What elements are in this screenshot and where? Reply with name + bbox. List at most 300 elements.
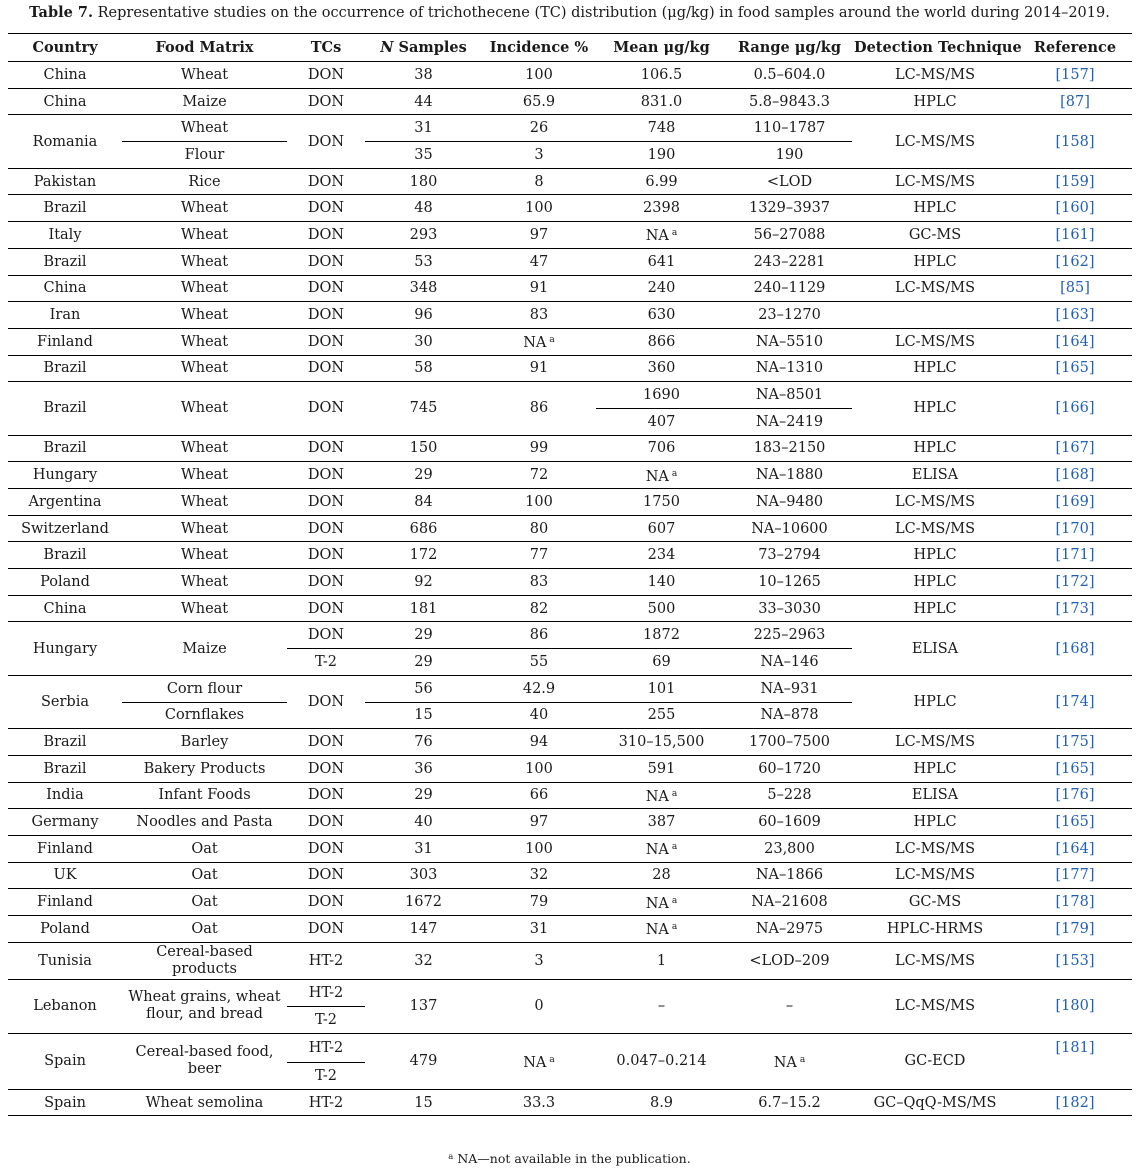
- cell-tcs: DON: [287, 248, 365, 275]
- cell-food-matrix: Wheat: [122, 569, 287, 596]
- cell-detection: HPLC-HRMS: [852, 916, 1018, 943]
- cell-n-samples: 48: [365, 195, 482, 222]
- cell-reference[interactable]: [1018, 1062, 1132, 1089]
- cell-range: 5.8–9843.3: [727, 88, 852, 115]
- cell-mean: NA $^a$: [596, 222, 727, 249]
- cell-detection: HPLC: [852, 675, 1018, 728]
- cell-reference[interactable]: [181]: [1018, 1033, 1132, 1062]
- caption-text: Representative studies on the occurrence of trichothecene (TC) distribution (μg/kg) in food samples around the world during 2014–2019.: [97, 5, 1110, 21]
- table-row: [8, 595, 1132, 622]
- cell-detection: HPLC: [852, 809, 1018, 836]
- caption-label: Table 7.: [29, 4, 93, 21]
- cell-reference[interactable]: [168]: [1018, 622, 1132, 675]
- table-row: [8, 382, 1132, 409]
- table-row: [8, 168, 1132, 195]
- cell-country: Brazil: [8, 435, 122, 462]
- cell-incidence: 79: [482, 889, 596, 916]
- cell-reference[interactable]: [174]: [1018, 675, 1132, 728]
- cell-range: NA–1310: [727, 355, 852, 382]
- cell-incidence: 100: [482, 835, 596, 862]
- cell-mean: 190: [647, 146, 676, 163]
- cell-country: UK: [8, 862, 122, 889]
- cell-mean: 630: [596, 302, 727, 329]
- cell-range: 110–1787: [727, 115, 852, 142]
- cell-incidence: 100: [482, 62, 596, 89]
- cell-range: 1700–7500: [727, 729, 852, 756]
- cell-country: Brazil: [8, 382, 122, 435]
- cell-mean: 69: [652, 653, 671, 670]
- cell-n-samples: 31: [365, 835, 482, 862]
- cell-incidence: 26: [482, 115, 596, 142]
- cell-country: Brazil: [8, 542, 122, 569]
- cell-range: 23,800: [727, 835, 852, 862]
- cell-detection: LC-MS/MS: [852, 328, 1018, 355]
- cell-detection: LC-MS/MS: [852, 489, 1018, 516]
- cell-detection: HPLC: [852, 88, 1018, 115]
- cell-detection: LC-MS/MS: [852, 168, 1018, 195]
- cell-mean: –: [596, 979, 727, 1033]
- cell-reference[interactable]: [178]: [1018, 889, 1132, 916]
- table-row: [8, 355, 1132, 382]
- cell-mean: 1690: [596, 382, 727, 409]
- cell-detection: [852, 302, 1018, 329]
- cell-mean: 0.047–0.214: [596, 1033, 727, 1089]
- cell-n-samples: 44: [365, 88, 482, 115]
- cell-reference[interactable]: [153]: [1018, 942, 1132, 979]
- cell-country: Hungary: [8, 622, 122, 675]
- cell-incidence: 94: [482, 729, 596, 756]
- table-row: [8, 1033, 1132, 1062]
- cell-incidence: 97: [482, 809, 596, 836]
- cell-reference[interactable]: [177]: [1018, 862, 1132, 889]
- cell-mean: 706: [596, 435, 727, 462]
- cell-range: 33–3030: [727, 595, 852, 622]
- cell-incidence: 65.9: [482, 88, 596, 115]
- cell-tcs: DON: [287, 355, 365, 382]
- cell-reference[interactable]: [166]: [1018, 382, 1132, 435]
- cell-reference[interactable]: [169]: [1018, 489, 1132, 516]
- cell-tcs: DON: [287, 88, 365, 115]
- cell-food-matrix: Wheat: [122, 382, 287, 435]
- cell-country: Brazil: [8, 355, 122, 382]
- cell-food-matrix: Wheat: [122, 489, 287, 516]
- cell-range: NA–5510: [727, 328, 852, 355]
- cell-mean: 607: [596, 515, 727, 542]
- cell-food-matrix: Cornflakes: [164, 707, 245, 724]
- cell-food-matrix: Oat: [122, 835, 287, 862]
- cell-reference[interactable]: [179]: [1018, 916, 1132, 943]
- table-row: [8, 622, 1132, 649]
- cell-range: 225–2963: [727, 622, 852, 649]
- cell-tcs: HT-2: [287, 942, 365, 979]
- cell-incidence: 32: [482, 862, 596, 889]
- cell-mean: 500: [596, 595, 727, 622]
- cell-n-samples: 180: [365, 168, 482, 195]
- cell-n-samples: 348: [365, 275, 482, 302]
- cell-n-samples: 29: [365, 462, 482, 489]
- cell-n-samples: 745: [365, 382, 482, 435]
- cell-range: NA–2419: [755, 413, 824, 430]
- footnote-marker: a: [671, 842, 678, 853]
- cell-n-samples: 58: [365, 355, 482, 382]
- cell-country: Brazil: [8, 729, 122, 756]
- cell-range: NA–21608: [727, 889, 852, 916]
- cell-mean: 6.99: [596, 168, 727, 195]
- cell-n-samples: 84: [365, 489, 482, 516]
- cell-mean: NA $^a$: [596, 916, 727, 943]
- footnote-text: NA—not available in the publication.: [457, 1151, 691, 1166]
- cell-country: Spain: [8, 1089, 122, 1116]
- cell-reference[interactable]: [160]: [1018, 195, 1132, 222]
- cell-n-samples: 29: [365, 622, 482, 649]
- cell-tcs: DON: [287, 542, 365, 569]
- header-row: [8, 34, 1132, 62]
- cell-country: India: [8, 782, 122, 809]
- col-header-tcs: TCs: [287, 34, 365, 62]
- cell-reference[interactable]: [175]: [1018, 729, 1132, 756]
- cell-n-samples: 35: [414, 146, 433, 163]
- cell-range: 5–228: [727, 782, 852, 809]
- cell-reference[interactable]: [182]: [1018, 1089, 1132, 1116]
- cell-n-samples: 38: [365, 62, 482, 89]
- cell-mean: 591: [596, 755, 727, 782]
- cell-mean: 234: [596, 542, 727, 569]
- cell-tcs: DON: [287, 755, 365, 782]
- cell-food-matrix: Wheat: [122, 115, 287, 142]
- cell-mean: 360: [596, 355, 727, 382]
- cell-n-samples: 172: [365, 542, 482, 569]
- cell-tcs: T-2: [315, 1011, 337, 1028]
- cell-reference[interactable]: [163]: [1018, 302, 1132, 329]
- cell-range: NA–146: [760, 653, 819, 670]
- cell-food-matrix: Wheat semolina: [122, 1089, 287, 1116]
- cell-reference[interactable]: [171]: [1018, 542, 1132, 569]
- cell-tcs: DON: [287, 729, 365, 756]
- cell-food-matrix: Bakery Products: [122, 755, 287, 782]
- footnote-marker: a: [671, 468, 678, 479]
- table-row: [8, 115, 1132, 142]
- cell-country: Brazil: [8, 755, 122, 782]
- cell-country: Germany: [8, 809, 122, 836]
- data-table: [8, 33, 1132, 1116]
- cell-tcs: HT-2: [287, 1089, 365, 1116]
- table-row: [8, 515, 1132, 542]
- cell-food-matrix: Wheat: [122, 275, 287, 302]
- cell-tcs: DON: [287, 569, 365, 596]
- cell-n-samples: 293: [365, 222, 482, 249]
- cell-detection: GC-ECD: [852, 1033, 1018, 1089]
- cell-reference[interactable]: [158]: [1018, 115, 1132, 168]
- cell-incidence: 82: [482, 595, 596, 622]
- cell-range: NA–8501: [727, 382, 852, 409]
- cell-detection: LC-MS/MS: [852, 862, 1018, 889]
- cell-n-samples: 15: [365, 1089, 482, 1116]
- table-row: [8, 462, 1132, 489]
- cell-tcs: DON: [287, 889, 365, 916]
- cell-reference[interactable]: [167]: [1018, 435, 1132, 462]
- cell-range: NA–931: [727, 675, 852, 702]
- cell-tcs: DON: [287, 515, 365, 542]
- table-row: [8, 302, 1132, 329]
- table-row: [8, 835, 1132, 862]
- cell-country: Poland: [8, 569, 122, 596]
- cell-detection: HPLC: [852, 382, 1018, 435]
- cell-food-matrix: Cereal-based food, beer: [122, 1033, 287, 1089]
- cell-reference[interactable]: [176]: [1018, 782, 1132, 809]
- cell-incidence: NA $^a$: [482, 328, 596, 355]
- cell-incidence: 33.3: [482, 1089, 596, 1116]
- cell-food-matrix: Wheat: [122, 248, 287, 275]
- cell-country: Finland: [8, 889, 122, 916]
- cell-range: 190: [775, 146, 804, 163]
- cell-incidence: 91: [482, 355, 596, 382]
- cell-detection: LC-MS/MS: [852, 62, 1018, 89]
- cell-n-samples: 29: [414, 653, 433, 670]
- cell-range: 0.5–604.0: [727, 62, 852, 89]
- cell-n-samples: 56: [365, 675, 482, 702]
- cell-incidence: NA $^a$: [482, 1033, 596, 1089]
- cell-range: 60–1720: [727, 755, 852, 782]
- cell-country: Hungary: [8, 462, 122, 489]
- cell-country: Romania: [8, 115, 122, 168]
- cell-country: China: [8, 62, 122, 89]
- cell-detection: LC-MS/MS: [852, 275, 1018, 302]
- cell-incidence: 80: [482, 515, 596, 542]
- cell-n-samples: 40: [365, 809, 482, 836]
- table-row: [8, 569, 1132, 596]
- cell-reference[interactable]: [170]: [1018, 515, 1132, 542]
- cell-incidence: 72: [482, 462, 596, 489]
- cell-mean: 101: [596, 675, 727, 702]
- cell-tcs: DON: [287, 462, 365, 489]
- cell-food-matrix: Wheat: [122, 515, 287, 542]
- table-row: [8, 755, 1132, 782]
- cell-country: Spain: [8, 1033, 122, 1089]
- cell-country: Serbia: [8, 675, 122, 728]
- cell-reference[interactable]: [162]: [1018, 248, 1132, 275]
- cell-food-matrix: Wheat: [122, 462, 287, 489]
- table-row: [8, 979, 1132, 1006]
- cell-range: 60–1609: [727, 809, 852, 836]
- cell-detection: HPLC: [852, 595, 1018, 622]
- cell-range: 10–1265: [727, 569, 852, 596]
- cell-tcs: DON: [287, 675, 365, 728]
- cell-range: 23–1270: [727, 302, 852, 329]
- cell-food-matrix: Noodles and Pasta: [122, 809, 287, 836]
- cell-reference[interactable]: [87]: [1018, 88, 1132, 115]
- cell-incidence: 86: [482, 622, 596, 649]
- cell-mean: 831.0: [596, 88, 727, 115]
- cell-n-samples: 150: [365, 435, 482, 462]
- footnote-marker: a: [799, 1054, 806, 1065]
- cell-mean: 1750: [596, 489, 727, 516]
- table-caption: [0, 4, 1139, 22]
- table-row: [8, 222, 1132, 249]
- cell-reference[interactable]: [168]: [1018, 462, 1132, 489]
- cell-detection: HPLC: [852, 569, 1018, 596]
- cell-n-samples: 15: [414, 707, 433, 724]
- cell-reference[interactable]: [165]: [1018, 355, 1132, 382]
- cell-food-matrix: Rice: [122, 168, 287, 195]
- cell-food-matrix: Wheat: [122, 195, 287, 222]
- col-header-detection: Detection Technique: [852, 34, 1018, 62]
- cell-range: <LOD: [727, 168, 852, 195]
- table-row: [8, 328, 1132, 355]
- cell-mean: 8.9: [596, 1089, 727, 1116]
- cell-detection: ELISA: [852, 622, 1018, 675]
- cell-tcs: DON: [287, 328, 365, 355]
- cell-range: 183–2150: [727, 435, 852, 462]
- cell-tcs: DON: [287, 782, 365, 809]
- cell-food-matrix: Corn flour: [122, 675, 287, 702]
- cell-incidence: 99: [482, 435, 596, 462]
- footnote-marker: a: [671, 895, 678, 906]
- cell-mean: 310–15,500: [596, 729, 727, 756]
- cell-range: 240–1129: [727, 275, 852, 302]
- cell-reference[interactable]: [85]: [1018, 275, 1132, 302]
- cell-mean: 106.5: [596, 62, 727, 89]
- table-row: [8, 1089, 1132, 1116]
- cell-mean: 866: [596, 328, 727, 355]
- cell-mean: 255: [647, 707, 676, 724]
- cell-tcs: DON: [287, 916, 365, 943]
- cell-tcs: DON: [287, 622, 365, 649]
- cell-country: Finland: [8, 328, 122, 355]
- cell-n-samples: 686: [365, 515, 482, 542]
- cell-detection: HPLC: [852, 355, 1018, 382]
- table-row: [8, 675, 1132, 702]
- cell-tcs: T-2: [315, 1067, 337, 1084]
- cell-detection: HPLC: [852, 755, 1018, 782]
- cell-incidence: 42.9: [482, 675, 596, 702]
- cell-incidence: 100: [482, 755, 596, 782]
- cell-range: <LOD–209: [727, 942, 852, 979]
- cell-food-matrix: Wheat: [122, 355, 287, 382]
- table-row: [8, 62, 1132, 89]
- cell-mean: 240: [596, 275, 727, 302]
- cell-food-matrix: Wheat: [122, 542, 287, 569]
- cell-tcs: T-2: [315, 653, 337, 670]
- cell-food-matrix: Barley: [122, 729, 287, 756]
- cell-incidence: 8: [482, 168, 596, 195]
- cell-detection: LC-MS/MS: [852, 942, 1018, 979]
- cell-n-samples: 181: [365, 595, 482, 622]
- col-header-food-matrix: Food Matrix: [122, 34, 287, 62]
- cell-detection: LC-MS/MS: [852, 515, 1018, 542]
- cell-incidence: 3: [482, 942, 596, 979]
- cell-n-samples: 36: [365, 755, 482, 782]
- table-row: [8, 782, 1132, 809]
- cell-reference[interactable]: [165]: [1018, 809, 1132, 836]
- cell-food-matrix: Oat: [122, 862, 287, 889]
- cell-country: China: [8, 88, 122, 115]
- cell-tcs: DON: [287, 168, 365, 195]
- cell-country: Brazil: [8, 195, 122, 222]
- cell-range: –: [727, 979, 852, 1033]
- cell-reference[interactable]: [165]: [1018, 755, 1132, 782]
- table-row: [8, 729, 1132, 756]
- cell-tcs: DON: [287, 222, 365, 249]
- cell-tcs: DON: [287, 62, 365, 89]
- table-row: [8, 889, 1132, 916]
- cell-food-matrix: Wheat: [122, 62, 287, 89]
- cell-reference[interactable]: [172]: [1018, 569, 1132, 596]
- cell-country: Lebanon: [8, 979, 122, 1033]
- cell-incidence: 47: [482, 248, 596, 275]
- cell-detection: LC-MS/MS: [852, 115, 1018, 168]
- cell-detection: HPLC: [852, 435, 1018, 462]
- cell-tcs: HT-2: [287, 1033, 365, 1062]
- cell-range: NA $^a$: [727, 1033, 852, 1089]
- cell-reference[interactable]: [173]: [1018, 595, 1132, 622]
- cell-incidence: 66: [482, 782, 596, 809]
- footnote-marker: a: [671, 922, 678, 933]
- cell-incidence: 86: [482, 382, 596, 435]
- table-footnote: [0, 1151, 1139, 1166]
- cell-reference[interactable]: [164]: [1018, 328, 1132, 355]
- cell-range: NA–878: [760, 707, 819, 724]
- cell-incidence: 100: [482, 195, 596, 222]
- cell-food-matrix: Wheat: [122, 302, 287, 329]
- cell-country: China: [8, 595, 122, 622]
- table-row: [8, 88, 1132, 115]
- cell-food-matrix: Flour: [184, 146, 225, 163]
- cell-reference[interactable]: [157]: [1018, 62, 1132, 89]
- cell-country: Switzerland: [8, 515, 122, 542]
- cell-n-samples: 147: [365, 916, 482, 943]
- cell-reference[interactable]: [159]: [1018, 168, 1132, 195]
- cell-range: 73–2794: [727, 542, 852, 569]
- col-header-n-samples: N Samples: [365, 34, 482, 62]
- cell-detection: GC-MS: [852, 222, 1018, 249]
- cell-range: NA–9480: [727, 489, 852, 516]
- cell-tcs: HT-2: [287, 979, 365, 1006]
- cell-mean: 407: [647, 413, 676, 430]
- cell-range: NA–1866: [727, 862, 852, 889]
- cell-mean: 641: [596, 248, 727, 275]
- cell-mean: NA $^a$: [596, 462, 727, 489]
- cell-range: 6.7–15.2: [727, 1089, 852, 1116]
- cell-mean: NA $^a$: [596, 835, 727, 862]
- cell-range: 1329–3937: [727, 195, 852, 222]
- cell-mean: 28: [596, 862, 727, 889]
- cell-detection: LC-MS/MS: [852, 729, 1018, 756]
- cell-incidence: 100: [482, 489, 596, 516]
- cell-tcs: DON: [287, 195, 365, 222]
- table-row: [8, 916, 1132, 943]
- cell-incidence: 3: [534, 146, 544, 163]
- cell-mean: 1872: [596, 622, 727, 649]
- cell-food-matrix: Infant Foods: [122, 782, 287, 809]
- cell-tcs: DON: [287, 809, 365, 836]
- cell-range: 56–27088: [727, 222, 852, 249]
- cell-tcs: DON: [287, 435, 365, 462]
- cell-incidence: 77: [482, 542, 596, 569]
- cell-n-samples: 31: [365, 115, 482, 142]
- cell-mean: 748: [596, 115, 727, 142]
- cell-reference[interactable]: [161]: [1018, 222, 1132, 249]
- cell-reference[interactable]: [180]: [1018, 979, 1132, 1033]
- cell-detection: HPLC: [852, 195, 1018, 222]
- cell-country: Brazil: [8, 248, 122, 275]
- cell-mean: 2398: [596, 195, 727, 222]
- cell-country: Poland: [8, 916, 122, 943]
- cell-food-matrix: Maize: [122, 622, 287, 675]
- cell-n-samples: 29: [365, 782, 482, 809]
- cell-reference[interactable]: [164]: [1018, 835, 1132, 862]
- cell-tcs: DON: [287, 115, 365, 168]
- cell-detection: GC-MS: [852, 889, 1018, 916]
